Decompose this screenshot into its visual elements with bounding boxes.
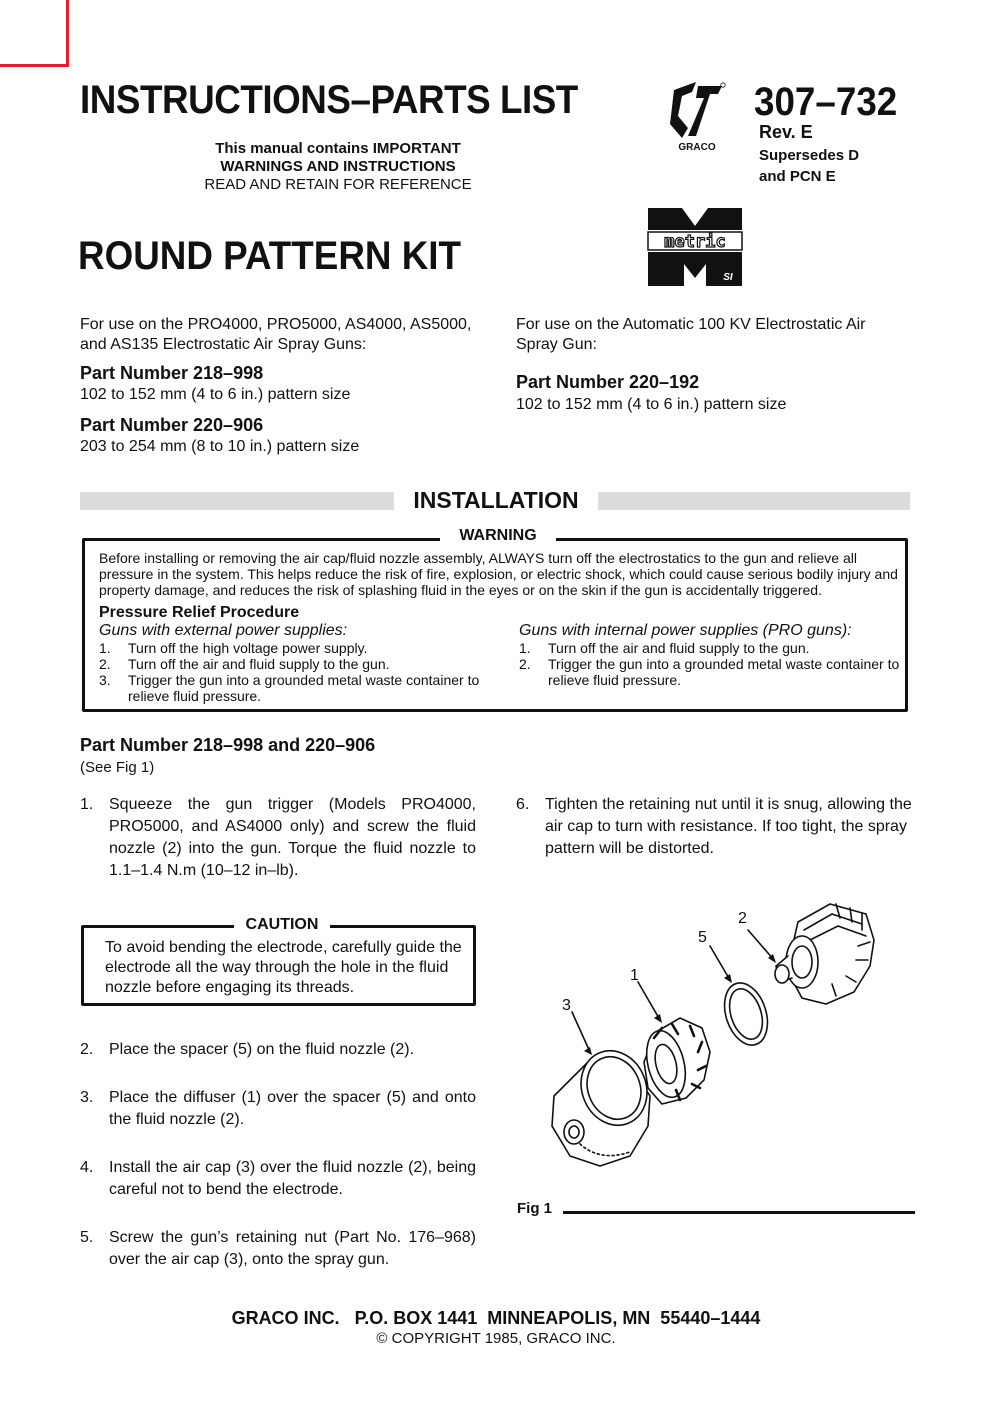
document-title: INSTRUCTIONS–PARTS LIST bbox=[80, 78, 578, 122]
internal-supply-procedure bbox=[519, 622, 903, 688]
right-usage-line-2: Spray Gun: bbox=[516, 336, 597, 353]
figure-rule bbox=[563, 1211, 915, 1214]
warning-title: WARNING bbox=[440, 527, 556, 545]
revision: Rev. E bbox=[759, 122, 813, 142]
section-bar-right bbox=[598, 492, 910, 510]
internal-supply-heading: Guns with internal power supplies (PRO guns): bbox=[519, 622, 852, 639]
right-usage-line-1: For use on the Automatic 100 KV Electrostatic Air bbox=[516, 316, 866, 333]
document-number: 307–732 bbox=[754, 80, 898, 124]
list-item: 3. Trigger the gun into a grounded metal waste container to relieve fluid pressure. bbox=[99, 672, 480, 704]
crop-mark-horizontal bbox=[0, 64, 69, 67]
pattern-size: 102 to 152 mm (4 to 6 in.) pattern size bbox=[80, 386, 351, 403]
kit-title: ROUND PATTERN KIT bbox=[78, 234, 461, 278]
left-usage-text bbox=[80, 315, 490, 355]
exploded-parts-figure bbox=[540, 900, 920, 1190]
procedure-subheading: (See Fig 1) bbox=[80, 759, 155, 776]
part-number-heading: Part Number 218–998 bbox=[80, 363, 264, 383]
footer-copyright: © COPYRIGHT 1985, GRACO INC. bbox=[376, 1330, 616, 1347]
section-bar-left bbox=[80, 492, 394, 510]
notice-line-3: READ AND RETAIN FOR REFERENCE bbox=[204, 176, 472, 193]
metric-logo-text: metric bbox=[664, 232, 726, 252]
callout-3: 3 bbox=[562, 997, 571, 1014]
pressure-relief-title: Pressure Relief Procedure bbox=[99, 604, 300, 621]
external-supply-heading: Guns with external power supplies: bbox=[99, 622, 348, 639]
callout-5: 5 bbox=[698, 929, 707, 946]
figure-label: Fig 1 bbox=[517, 1200, 553, 1217]
callout-2: 2 bbox=[738, 910, 747, 927]
important-notice bbox=[190, 140, 486, 194]
pattern-size: 102 to 152 mm (4 to 6 in.) pattern size bbox=[516, 396, 787, 413]
list-item: 1. Turn off the air and fluid supply to the gun. bbox=[519, 640, 810, 656]
air-cap bbox=[552, 1041, 658, 1166]
graco-logo-text: GRACO bbox=[678, 142, 716, 152]
caution-text: To avoid bending the electrode, carefully guide the electrode all the way through the hole in the fluid nozzle before engaging its threads. bbox=[105, 939, 462, 996]
step-5: 5. Screw the gun’s retaining nut (Part No. 176–968) over the air cap (3), onto the spray gun. bbox=[80, 1229, 476, 1268]
right-usage-text bbox=[516, 315, 916, 355]
metric-logo bbox=[646, 206, 744, 288]
step-1: 1. Squeeze the gun trigger (Models PRO4000, PRO5000, and AS4000 only) and screw the fluid nozzle (2) into the gun. Torque the fluid nozzle to 1.1–1.4 N.m (10–12 in–lb). bbox=[80, 796, 476, 879]
graco-logo bbox=[666, 80, 730, 152]
notice-line-1: This manual contains IMPORTANT bbox=[215, 140, 461, 157]
step-6: 6. Tighten the retaining nut until it is snug, allowing the air cap to turn with resistance. If too tight, the spray pattern will be distorted. bbox=[516, 796, 912, 857]
supersedes-note bbox=[759, 145, 859, 187]
list-item: 2. Trigger the gun into a grounded metal waste container to relieve fluid pressure. bbox=[519, 656, 900, 688]
left-usage-line-1: For use on the PRO4000, PRO5000, AS4000, AS5000, bbox=[80, 316, 472, 333]
procedure-heading: Part Number 218–998 and 220–906 bbox=[80, 735, 376, 755]
list-item: 2. Turn off the air and fluid supply to the gun. bbox=[99, 656, 390, 672]
footer-address: GRACO INC. P.O. BOX 1441 MINNEAPOLIS, MN 55440–1444 bbox=[231, 1308, 761, 1328]
crop-mark-vertical bbox=[66, 0, 69, 66]
callout-1: 1 bbox=[630, 967, 639, 984]
list-item: 1. Turn off the high voltage power supply. bbox=[99, 640, 368, 656]
spacer-ring bbox=[717, 977, 775, 1050]
part-number-heading: Part Number 220–906 bbox=[80, 415, 264, 435]
gun-head bbox=[775, 904, 874, 1004]
diffuser bbox=[640, 1018, 710, 1104]
external-steps bbox=[99, 640, 491, 704]
part-number-heading: Part Number 220–192 bbox=[516, 372, 700, 392]
pattern-size: 203 to 254 mm (8 to 10 in.) pattern size bbox=[80, 438, 360, 455]
installation-heading: INSTALLATION bbox=[413, 487, 579, 513]
supersedes-line-1: Supersedes D bbox=[759, 147, 860, 164]
step-3: 3. Place the diffuser (1) over the spacer (5) and onto the fluid nozzle (2). bbox=[80, 1089, 476, 1128]
internal-steps bbox=[519, 640, 903, 688]
left-usage-line-2: and AS135 Electrostatic Air Spray Guns: bbox=[80, 336, 367, 353]
external-supply-procedure bbox=[99, 622, 491, 704]
step-4: 4. Install the air cap (3) over the fluid nozzle (2), being careful not to bend the electrode. bbox=[80, 1159, 476, 1198]
notice-line-2: WARNINGS AND INSTRUCTIONS bbox=[220, 158, 456, 175]
caution-title: CAUTION bbox=[234, 916, 330, 934]
supersedes-line-2: and PCN E bbox=[759, 168, 836, 185]
step-2: 2. Place the spacer (5) on the fluid nozzle (2). bbox=[80, 1041, 415, 1058]
warning-text: Before installing or removing the air cap/fluid nozzle assembly, ALWAYS turn off the electrostatics to the gun and relieve all pressure in the system. This helps reduce the risk of fire, explosion, or electric shock, which could cause serious bodily injury and property damage, and reduces the risk of splashing fluid in the eyes or on the skin if the gun is accidentally triggered. bbox=[99, 550, 898, 598]
metric-logo-si: SI bbox=[723, 272, 733, 283]
